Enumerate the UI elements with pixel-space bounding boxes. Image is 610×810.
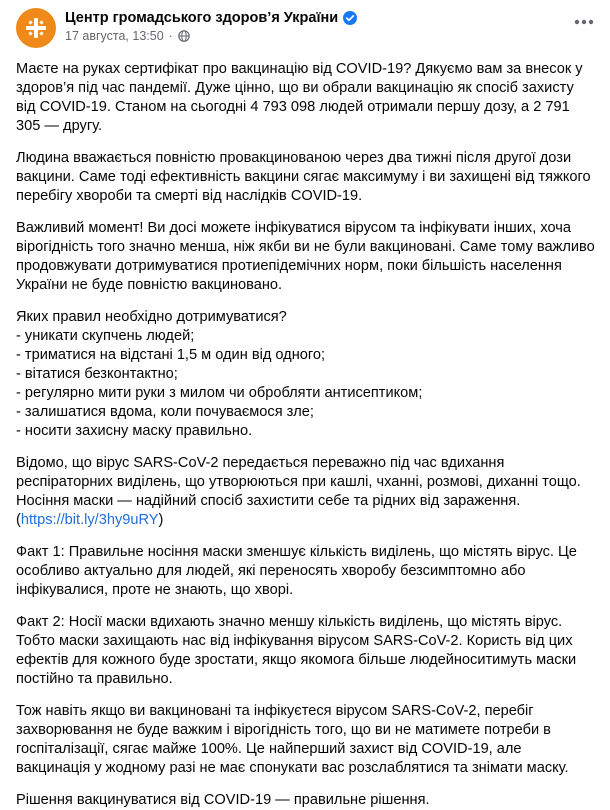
post-body	[16, 60, 596, 810]
post-paragraph: Факт 2: Носії маски вдихають значно меншу кількість виділень, що містять вірус. Тобто маски захищають нас від інфікування вірусом SARS-CoV-2. Користь від цих ефектів для кожного буде зростати, якщо якомога більше людейноситимуть маски постійно та правильно.	[16, 614, 577, 687]
bitly-link[interactable]: https://bit.ly/3hy9uRY	[20, 512, 159, 528]
link-suffix: )	[158, 512, 164, 528]
author-row	[65, 10, 357, 26]
post-paragraph: Рішення вакцинуватися від COVID-19 — правильне рішення.	[16, 792, 430, 808]
verified-badge-icon	[343, 11, 357, 25]
post-timestamp-row	[65, 29, 357, 43]
post-paragraph: Важливий момент! Ви досі можете інфікуватися вірусом та інфікувати інших, хоча вірогідність того значно менша, ніж якби ви не були вакциновані. Саме тому важливо продовжувати дотримуватися протиепідемічних норм, поки більшість населення України не буде повністю вакциновано.	[16, 220, 595, 293]
post-paragraph: Тож навіть якщо ви вакциновані та інфікуєтеся вірусом SARS-CoV-2, перебіг захворювання не буде важким і вірогідність того, що ви не матимете потреби в госпіталізації, сягає майже 100%. Це найперший захист від COVID-19, але вакцинація у жодному разі не має спонукати вас розслаблятися та знімати маску.	[16, 703, 569, 776]
post-paragraph-text: Відомо, що вірус SARS-CoV-2 передається переважно під час вдихання респіраторних виділень, що утворюються при кашлі, чханні, розмові, диханні тощо. Носіння маски — надійний спосіб захистити себе та рідних від зараження. (	[16, 455, 581, 528]
post-paragraph: Факт 1: Правильне носіння маски зменшує кількість виділень, що містять вірус. Це особливо актуально для людей, які переносять хворобу безсимптомно або інфікувалися, проте не знають, що хворі.	[16, 544, 577, 598]
separator-dot: ·	[168, 29, 173, 43]
post-header	[16, 8, 596, 54]
ukraine-trident-logo-icon	[23, 15, 49, 41]
post-paragraph: Яких правил необхідно дотримуватися? - уникати скупчень людей; - триматися на відстані 1,5 м один від одного; - вітатися безконтактно; - регулярно мити руки з милом чи обробляти антисептиком; - залишатися вдома, коли почуваємося зле; - носити захисну маску правильно.	[16, 309, 423, 439]
more-options-button[interactable]	[572, 12, 596, 32]
post-paragraph: Людина вважається повністю провакцинованою через два тижні після другої дози вакцини. Саме тоді ефективність вакцини сягає максимуму і ви захищені від тяжкого перебігу хвороби та смерті від наслідків COVID-19.	[16, 150, 591, 204]
post-meta	[65, 8, 357, 43]
post-paragraph-with-link	[16, 454, 596, 530]
post-timestamp-link[interactable]: 17 августа, 13:50	[65, 29, 164, 43]
post-paragraph: Маєте на руках сертифікат про вакцинацію від COVID-19? Дякуємо вам за внесок у здоров’я під час пандемії. Дуже цінно, що ви обрали вакцинацію як спосіб захисту від COVID-19. Станом на сьогодні 4 793 098 людей отримали першу дозу, а 2 791 305 — другу.	[16, 61, 583, 134]
page-name-link[interactable]: Центр громадського здоров’я України	[65, 10, 339, 26]
page-avatar[interactable]	[16, 8, 56, 48]
more-options-icon	[574, 19, 594, 25]
globe-icon[interactable]	[178, 30, 190, 42]
